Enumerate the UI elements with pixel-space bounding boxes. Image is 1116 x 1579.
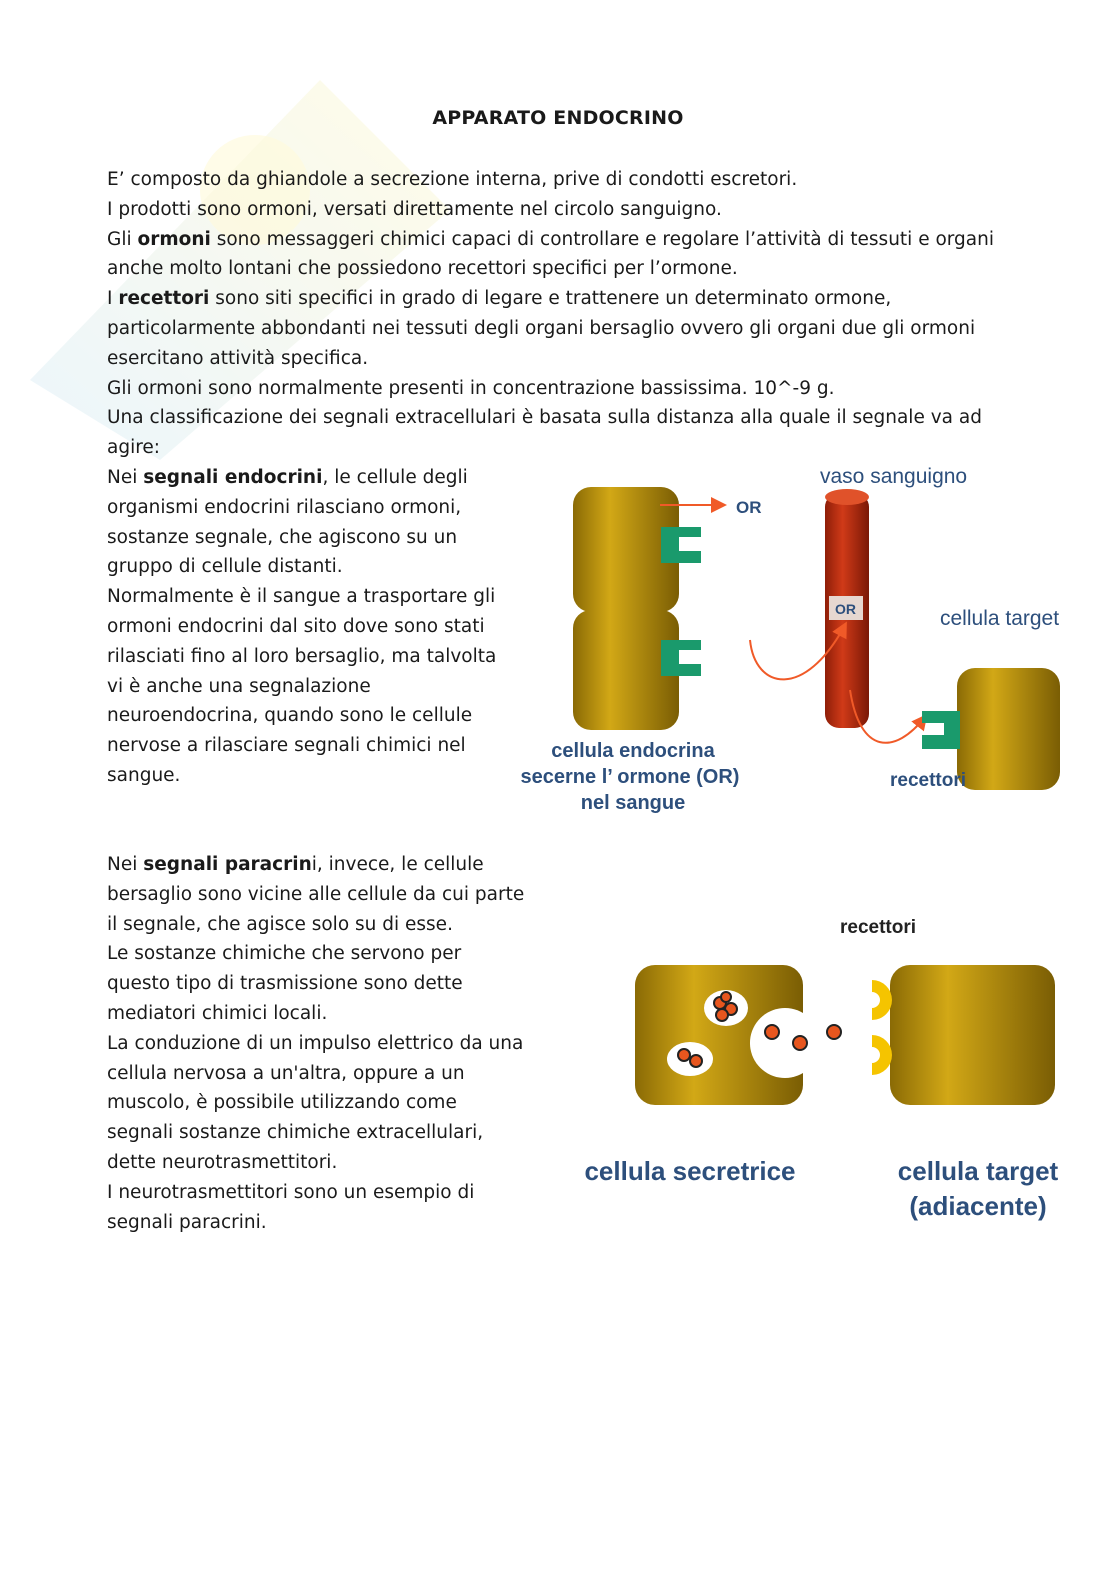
concentration-line: Gli ormoni sono normalmente presenti in concentrazione bassissima. 10^-9 g. [107,377,835,399]
text: Gli [107,228,138,250]
paracrine-receptor-label: recettori [840,917,917,938]
term-segnali-endocrini: segnali endocrini [143,467,323,488]
text: I [107,288,119,310]
target-cell-label-2: (adiacente) [909,1191,1047,1221]
target-cell [957,668,1060,790]
paracrini-paragraph [107,850,527,939]
paracrini-paragraph-3: La conduzione di un impulso elettrico da una cellula nervosa a un'altra, oppure a un muscolo, è possibile utilizzando come segnali sostanze chimiche extracellulari, dette neurotrasmettitori. [107,1032,524,1173]
intro-text [107,165,1007,463]
receptor-label: recettori [890,770,967,791]
adjacent-target-cell [890,965,1055,1105]
endocrini-paragraph [107,463,497,582]
intro-line-1: E’ composto da ghiandole a secrezione interna, prive di condotti escretori. [107,169,798,190]
paracrini-paragraph-4: I neurotrasmettitori sono un esempio di segnali paracrini. [107,1181,475,1233]
endocrine-text [107,463,497,791]
text: Nei [107,467,144,488]
caption-line-1: cellula endocrina [551,740,715,762]
paracrine-receptor-2 [872,1035,892,1075]
secretory-cell-label: cellula secretrice [584,1156,796,1186]
ormoni-paragraph [107,225,1007,285]
endocrine-receptor-top [661,527,701,563]
text: sono messaggeri chimici capaci di controllare e regolare l’attività di tessuti e organi anche molto lontani che possiedono recettori specifici per l’ormone. [107,228,995,280]
vessel-label: vaso sanguigno [820,465,968,488]
target-label: cellula target [940,607,1060,630]
endocrini-paragraph-2: Normalmente è il sangue a trasportare gli ormoni endocrini dal sito dove sono stati rilasciati fino al loro bersaglio, ma talvolta vi è anche una segnalazione neuroendocrina, quando sono le cellule nervose a rilasciare segnali chimici nel sangue. [107,586,497,786]
target-cell-label-1: cellula target [897,1156,1059,1186]
or-label-top: OR [736,498,762,517]
endocrine-figure [505,455,1085,835]
text: i, invece, le cellule bersaglio sono vicine alle cellule da cui parte il segnale, che agisce solo su di esse. [107,854,525,935]
caption-line-2: secerne l’ ormone (OR) [520,766,740,788]
blood-vessel-top [825,489,869,505]
recettori-paragraph [107,284,1007,373]
term-ormoni: ormoni [137,228,211,250]
term-segnali-paracrini: segnali paracrin [143,854,312,875]
or-label-vessel: OR [835,601,856,617]
text: , le cellule degli organismi endocrini rilasciano ormoni, sostanze segnale, che agiscono su un gruppo di cellule distanti. [107,467,468,578]
text: Nei [107,854,144,875]
term-recettori: recettori [118,288,210,310]
caption-line-3: nel sangue [580,792,686,814]
paracrini-paragraph-2: Le sostanze chimiche che servono per questo tipo di trasmissione sono dette mediatori chimici locali. [107,943,463,1024]
target-receptor [922,711,960,749]
intro-line-2: I prodotti sono ormoni, versati direttamente nel circolo sanguigno. [107,198,722,220]
classification-line: Una classificazione dei segnali extracellulari è basata sulla distanza alla quale il segnale va ad agire: [107,407,982,459]
paracrine-text [107,850,527,1237]
text: sono siti specifici in grado di legare e trattenere un determinato ormone, particolarmente abbondanti nei tessuti degli organi bersaglio ovvero gli organi due gli ormoni esercitano attività specifica. [107,288,976,369]
page-title: APPARATO ENDOCRINO [432,107,684,129]
endocrine-receptor-bottom [661,640,701,676]
paracrine-figure [560,905,1080,1235]
paracrine-receptor-1 [872,980,892,1020]
